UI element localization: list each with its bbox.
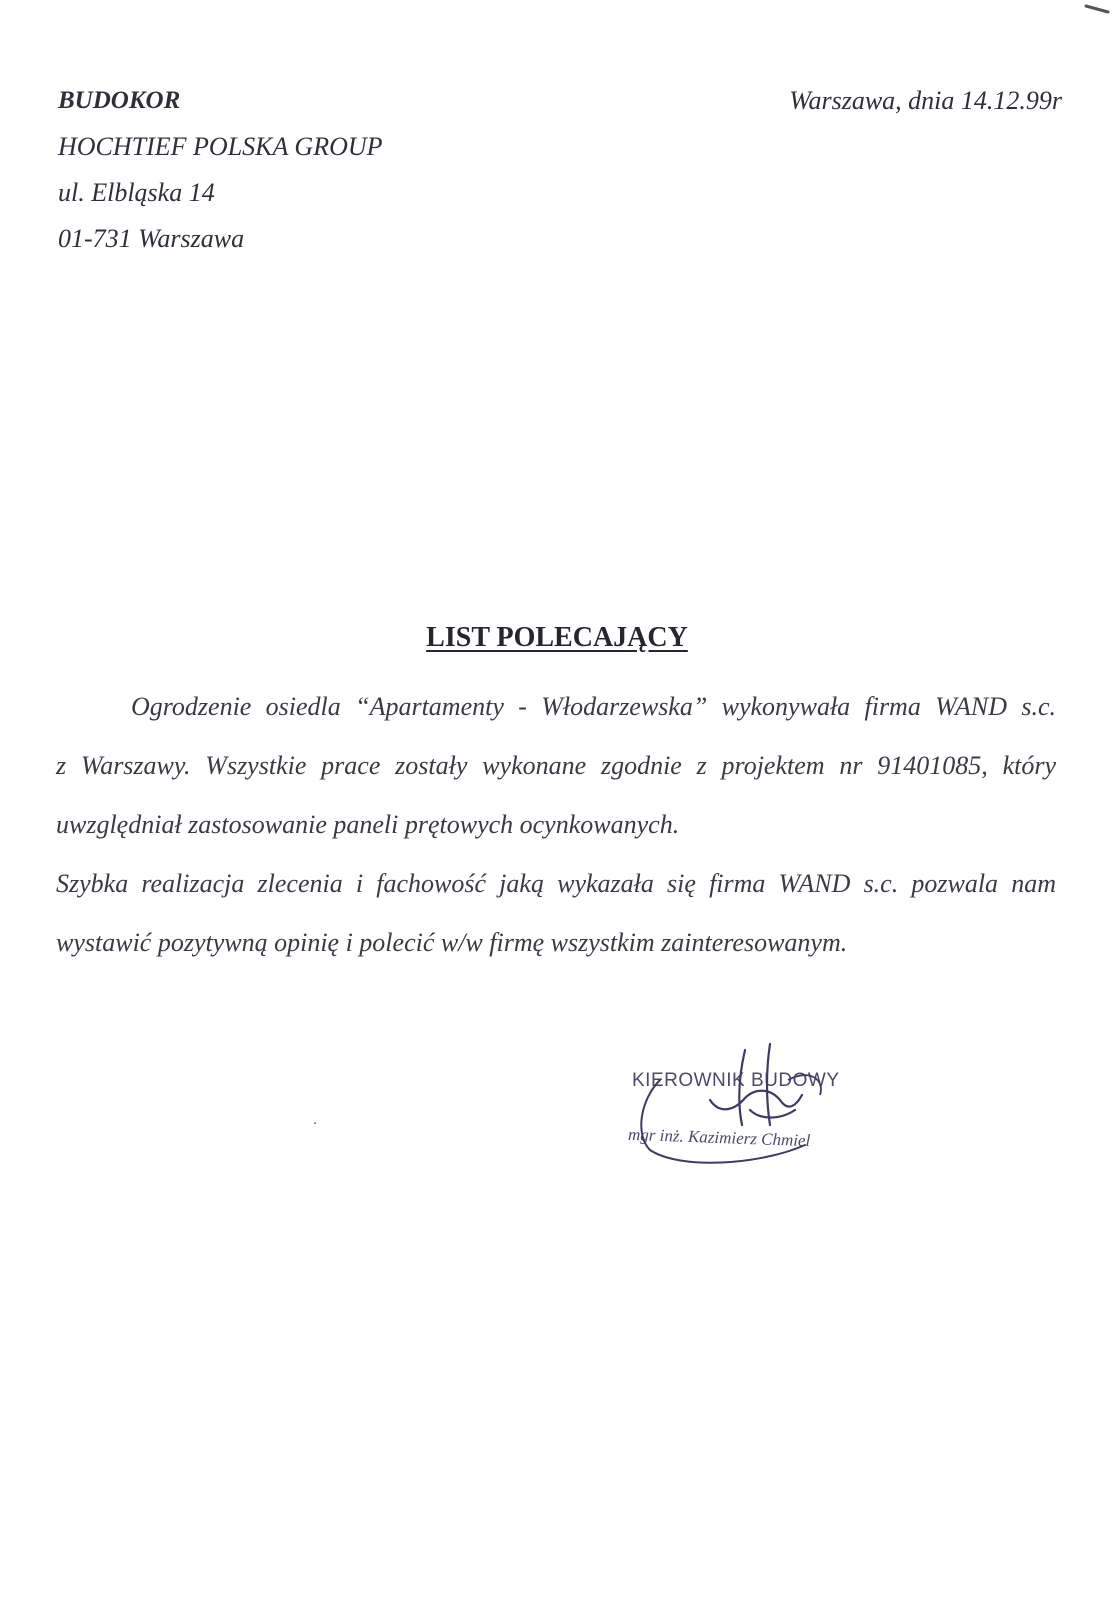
- signature-stamp: [620, 1040, 880, 1170]
- scan-artifact: [1074, 0, 1114, 20]
- date-line: Warszawa, dnia 14.12.99r: [789, 86, 1062, 115]
- stamp-name: mgr inż. Kazimierz Chmiel: [627, 1124, 811, 1151]
- letter-body: [56, 677, 1056, 972]
- body-line-3: uwzględniał zastosowanie paneli prętowych ocynkowanych.: [56, 810, 680, 839]
- body-line-2: z Warszawy. Wszystkie prace zostały wykonane zgodnie z projektem nr 91401085, który: [56, 751, 1056, 780]
- stamp-title: KIEROWNIK BUDOWY: [632, 1070, 840, 1091]
- scan-dot: [312, 1120, 318, 1126]
- letter-title: LIST POLECAJĄCY: [426, 622, 688, 653]
- sender-company: BUDOKOR: [58, 87, 181, 114]
- sender-city: 01-731 Warszawa: [58, 224, 245, 253]
- body-line-4: Szybka realizacja zlecenia i fachowość jaką wykazała się firma WAND s.c. pozwala nam: [56, 869, 1056, 898]
- sender-street: ul. Elbląska 14: [58, 178, 215, 207]
- body-line-5: wystawić pozytywną opinię i polecić w/w firmę wszystkim zainteresowanym.: [56, 928, 848, 957]
- sender-group: HOCHTIEF POLSKA GROUP: [58, 132, 383, 161]
- sender-address: [58, 78, 383, 262]
- handwritten-signature: [620, 1040, 880, 1170]
- body-line-1: Ogrodzenie osiedla “Apartamenty - Włodarzewska” wykonywała firma WAND s.c.: [131, 692, 1056, 721]
